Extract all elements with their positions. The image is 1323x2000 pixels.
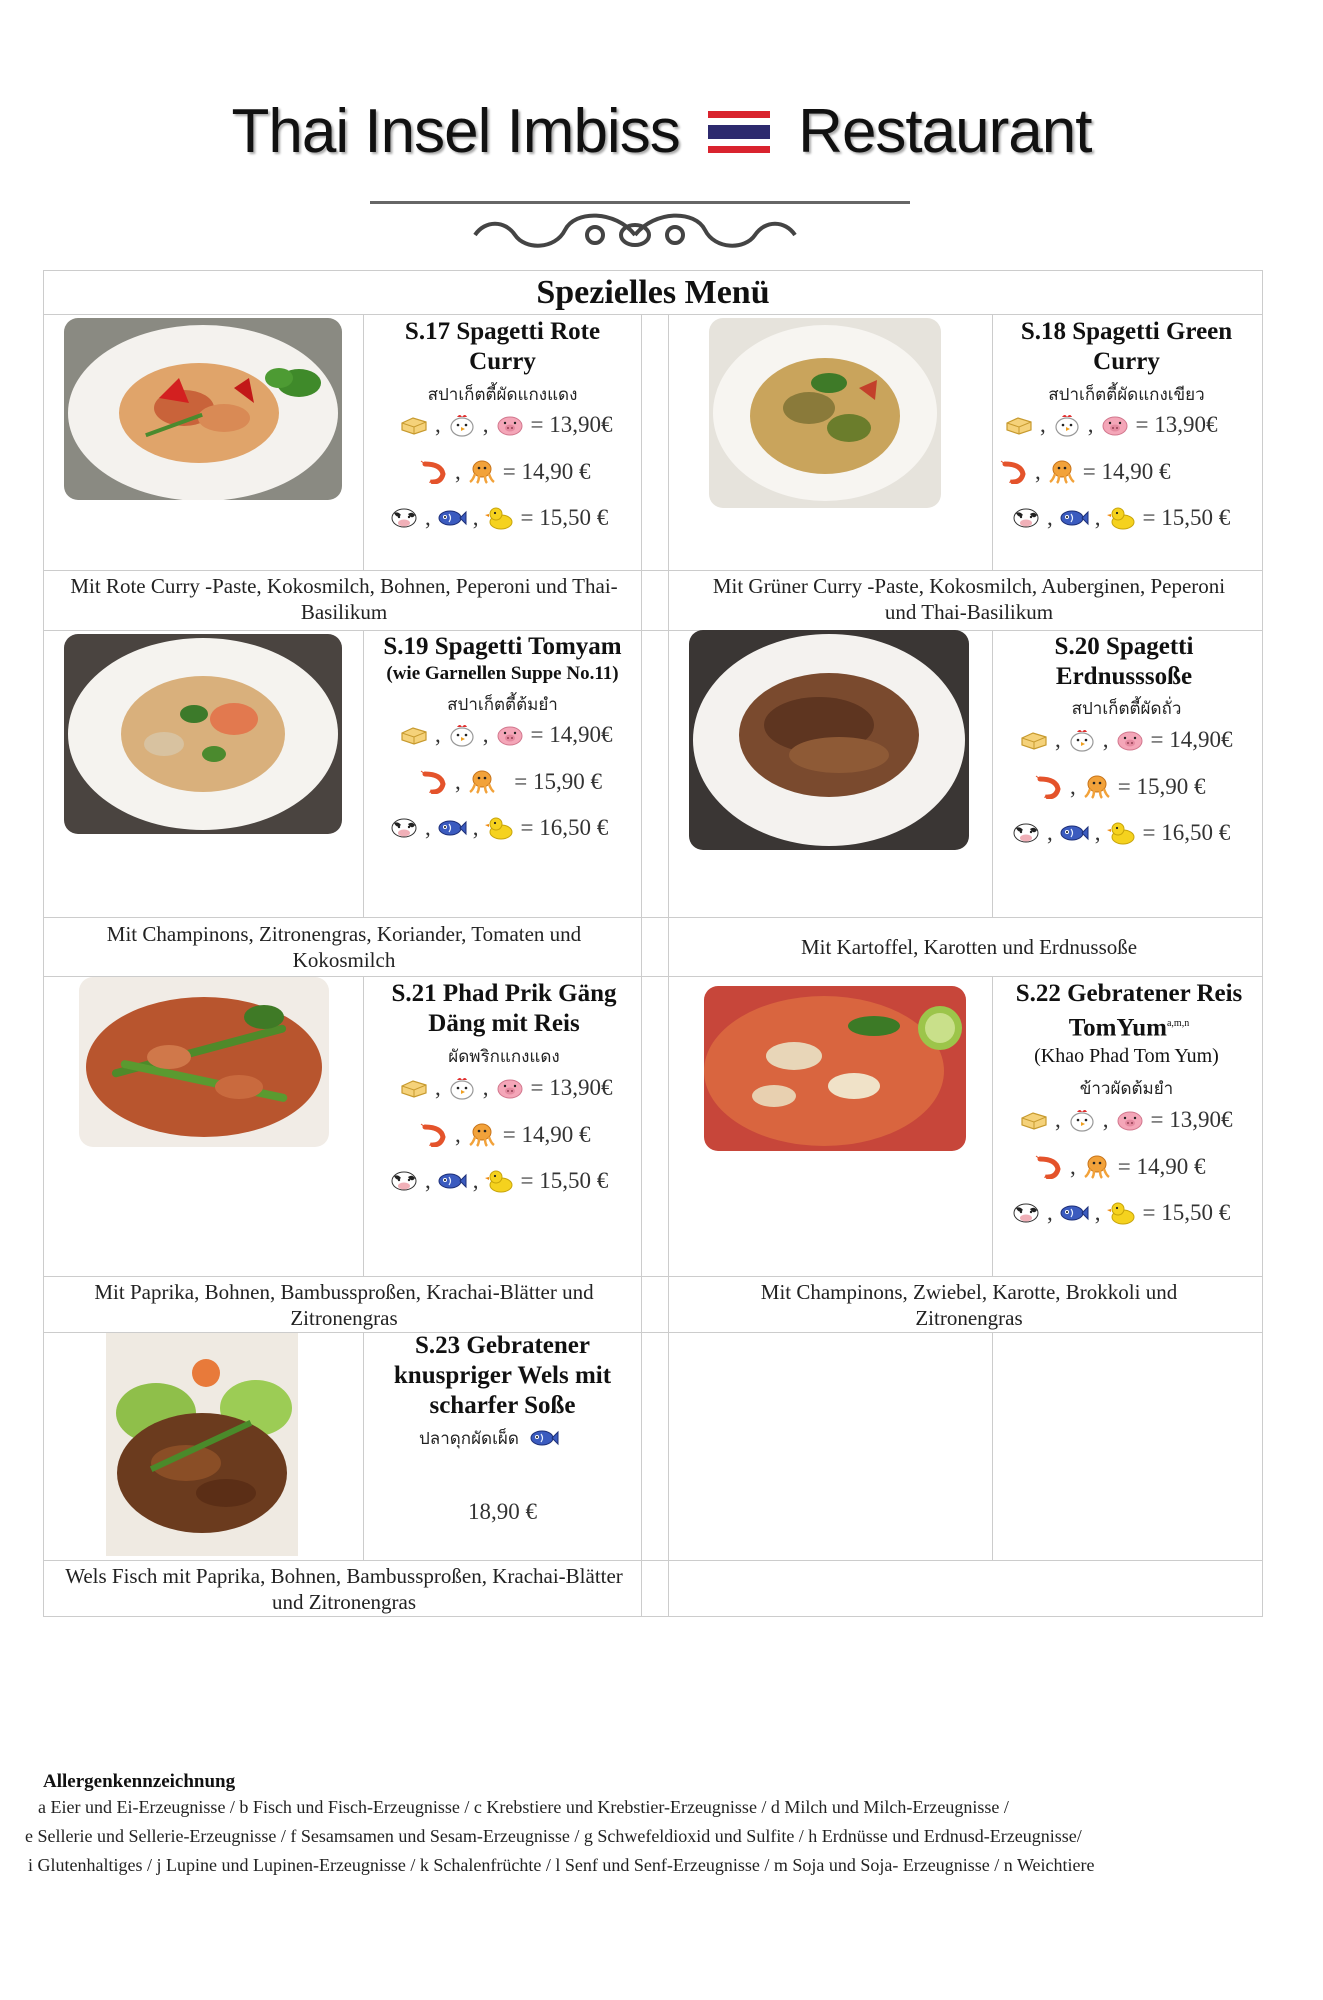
price: 15,50 € (1161, 1200, 1231, 1225)
fried-rice-tomyum-photo (704, 986, 966, 1151)
item-description: Mit Champinons, Zwiebel, Karotte, Brokkoli und Zitronengras (760, 1280, 1178, 1330)
price-row-shrimp-squid: , = 14,90 € (419, 455, 590, 489)
item-thai-name: สปาเก็ตตี้ผัดแกงแดง (427, 385, 578, 405)
title-right: Restaurant (798, 97, 1092, 166)
fish-icon (1059, 506, 1089, 530)
price: 14,90 € (521, 1122, 591, 1147)
price-row-tofu-chicken-pork: , , = 13,90€ (399, 408, 612, 442)
price-row-beef-fish-duck: , , = 15,50 € (1011, 501, 1230, 535)
price-row-shrimp-squid: , = 15,90 € (1034, 770, 1205, 804)
price-row-beef-fish-duck: , , = 16,50 € (1011, 816, 1230, 850)
tofu-icon (1019, 728, 1049, 752)
divider (44, 570, 1262, 571)
item-subtitle: (Khao Phad Tom Yum) (1034, 1045, 1219, 1067)
restaurant-title (0, 96, 1323, 167)
squid-icon (467, 1123, 497, 1147)
duck-icon (485, 506, 515, 530)
pig-icon (495, 723, 525, 747)
shrimp-icon (419, 460, 449, 484)
price-row-shrimp-squid: , = 14,90 € (419, 1118, 590, 1152)
shrimp-icon (1034, 1155, 1064, 1179)
pig-icon (1100, 413, 1130, 437)
price: 14,90 € (521, 459, 591, 484)
price-row-beef-fish-duck: , , = 15,50 € (389, 1164, 608, 1198)
price-row-tofu-chicken-pork: , , = 14,90€ (399, 718, 612, 752)
price-row-beef-fish-duck: , , = 15,50 € (1011, 1196, 1230, 1230)
duck-icon (485, 816, 515, 840)
squid-icon (1082, 775, 1112, 799)
chicken-icon (447, 413, 477, 437)
fish-icon (437, 1169, 467, 1193)
price-row-tofu-chicken-pork: , , = 13,90€ (399, 1071, 612, 1105)
shrimp-icon (419, 770, 449, 794)
tomyam-spaghetti-photo (64, 634, 342, 834)
chicken-icon (447, 723, 477, 747)
divider (992, 314, 993, 570)
duck-icon (1107, 506, 1137, 530)
menu-heading: Spezielles Menü (44, 271, 1262, 315)
special-menu (43, 270, 1263, 1617)
squid-icon (1047, 460, 1077, 484)
item-title: S.23 Gebratener knuspriger Wels mit scharfer Soße (393, 1332, 612, 1419)
cow-icon (389, 816, 419, 840)
item-title (999, 979, 1259, 1043)
crispy-catfish-photo (106, 1333, 298, 1556)
price: 13,90€ (1154, 412, 1218, 437)
shrimp-icon (419, 1123, 449, 1147)
price: 15,90 € (532, 769, 602, 794)
divider (363, 976, 364, 1276)
tofu-icon (399, 1076, 429, 1100)
peanut-spaghetti-photo (689, 630, 969, 850)
price-row-beef-fish-duck: , , = 16,50 € (389, 811, 608, 845)
cow-icon (389, 506, 419, 530)
item-description: Wels Fisch mit Paprika, Bohnen, Bambussproßen, Krachai-Blätter und Zitronengras (65, 1564, 623, 1614)
item-description: Mit Paprika, Bohnen, Bambussproßen, Krachai-Blätter und Zitronengras (94, 1280, 594, 1330)
item-description: Mit Champinons, Zitronengras, Koriander, Tomaten und Kokosmilch (106, 922, 582, 972)
pig-icon (495, 1076, 525, 1100)
divider (668, 314, 669, 1616)
price: 14,90€ (549, 722, 613, 747)
price: 13,90€ (549, 1075, 613, 1100)
allergen-line-3: i Glutenhaltiges / j Lupine und Lupinen-Erzeugnisse / k Schalenfrüchte / l Senf und Senf-Erzeugnisse / m Soja und Soja- Erzeugnisse / n Weichtiere (28, 1855, 1095, 1875)
tofu-icon (399, 723, 429, 747)
thai-flag-icon (708, 111, 770, 153)
allergen-line-2: e Sellerie und Sellerie-Erzeugnisse / f Sesamsamen und Sesam-Erzeugnisse / g Schwefeldioxid und Sulfite / h Erdnüsse und Erdnusd-Erzeugnisse/ (25, 1826, 1082, 1846)
item-description: Mit Kartoffel, Karotten und Erdnussoße (800, 935, 1138, 959)
fish-icon (437, 506, 467, 530)
pig-icon (1115, 728, 1145, 752)
price-row-tofu-chicken-pork: , , = 14,90€ (1019, 723, 1232, 757)
chicken-icon (1052, 413, 1082, 437)
fish-icon (529, 1426, 559, 1450)
item-thai-name: ผัดพริกแกงแดง (448, 1047, 560, 1067)
divider (44, 1276, 1262, 1277)
divider (44, 917, 1262, 918)
divider (992, 976, 993, 1276)
item-thai-name: ข้าวผัดต้มยำ (1079, 1079, 1174, 1099)
price: 16,50 € (1161, 820, 1231, 845)
price-row-beef-fish-duck: , , = 15,50 € (389, 501, 608, 535)
price: 15,50 € (539, 505, 609, 530)
flourish-ornament-icon (455, 205, 815, 260)
squid-icon (467, 770, 497, 794)
price-row-tofu-chicken-pork: , , = 13,90€ (1019, 1103, 1232, 1137)
item-thai-name: สปาเก็ตตี้ต้มยำ (447, 695, 558, 715)
divider (44, 1560, 1262, 1561)
tofu-icon (399, 413, 429, 437)
price: 14,90 € (1101, 459, 1171, 484)
header-rule (370, 201, 910, 204)
squid-icon (467, 460, 497, 484)
allergen-heading: Allergenkennzeichnung (43, 1771, 236, 1792)
duck-icon (1107, 821, 1137, 845)
title-left: Thai Insel Imbiss (231, 97, 680, 166)
price: 14,90€ (1169, 727, 1233, 752)
divider (363, 1332, 364, 1560)
item-description: Mit Rote Curry -Paste, Kokosmilch, Bohnen, Peperoni und Thai-Basilikum (70, 574, 618, 624)
divider (363, 630, 364, 917)
red-curry-spaghetti-photo (64, 318, 342, 500)
price: 13,90€ (1169, 1107, 1233, 1132)
price: 15,50 € (539, 1168, 609, 1193)
phad-prik-photo (79, 977, 329, 1147)
item-thai-name: ปลาดุกผัดเผ็ด (419, 1428, 519, 1449)
item-title: S.17 Spagetti Rote Curry (404, 318, 601, 375)
green-curry-spaghetti-photo (709, 318, 941, 508)
cow-icon (1011, 506, 1041, 530)
squid-icon (1082, 1155, 1112, 1179)
item-title: S.20 Spagetti Erdnusssoße (1054, 633, 1194, 690)
item-title-text: S.22 Gebratener Reis TomYum (1015, 980, 1243, 1042)
chicken-icon (1067, 728, 1097, 752)
divider (363, 314, 364, 570)
price: 15,90 € (1136, 774, 1206, 799)
item-thai-name: สปาเก็ตตี้ผัดแกงเขียว (1048, 385, 1205, 405)
price-row-tofu-chicken-pork: , , = 13,90€ (1004, 408, 1217, 442)
chicken-icon (447, 1076, 477, 1100)
item-title: S.21 Phad Prik Gäng Däng mit Reis (391, 980, 617, 1037)
shrimp-icon (999, 460, 1029, 484)
divider (992, 630, 993, 917)
item-price: 18,90 € (468, 1499, 537, 1524)
price: 13,90€ (549, 412, 613, 437)
duck-icon (485, 1169, 515, 1193)
price: 14,90 € (1136, 1154, 1206, 1179)
item-description: Mit Grüner Curry -Paste, Kokosmilch, Auberginen, Peperoni und Thai-Basilikum (712, 574, 1226, 624)
pig-icon (495, 413, 525, 437)
chicken-icon (1067, 1108, 1097, 1132)
item-title: S.19 Spagetti Tomyam (383, 633, 622, 660)
pig-icon (1115, 1108, 1145, 1132)
divider (641, 314, 642, 1616)
cow-icon (1011, 821, 1041, 845)
item-subtitle: (wie Garnellen Suppe No.11) (386, 663, 619, 684)
tofu-icon (1019, 1108, 1049, 1132)
allergen-line-1: a Eier und Ei-Erzeugnisse / b Fisch und Fisch-Erzeugnisse / c Krebstiere und Krebstier-Erzeugnisse / d Milch und Milch-Erzeugnisse / (38, 1797, 1009, 1817)
thai-name-row (419, 1421, 559, 1455)
fish-icon (1059, 1201, 1089, 1225)
price-row-shrimp-squid: , = 14,90 € (1034, 1150, 1205, 1184)
item-thai-name: สปาเก็ตตี้ผัดถั่ว (1071, 699, 1182, 719)
fish-icon (1059, 821, 1089, 845)
duck-icon (1107, 1201, 1137, 1225)
price: 16,50 € (539, 815, 609, 840)
cow-icon (1011, 1201, 1041, 1225)
price-row-shrimp-squid: , = 15,90 € (419, 765, 602, 799)
price-row-shrimp-squid: , = 14,90 € (999, 455, 1170, 489)
item-title: S.18 Spagetti Green Curry (1020, 318, 1233, 375)
price: 15,50 € (1161, 505, 1231, 530)
allergen-codes: a,m,n (1166, 1018, 1190, 1029)
cow-icon (389, 1169, 419, 1193)
divider (44, 630, 1262, 631)
shrimp-icon (1034, 775, 1064, 799)
fish-icon (437, 816, 467, 840)
tofu-icon (1004, 413, 1034, 437)
divider (992, 1332, 993, 1560)
